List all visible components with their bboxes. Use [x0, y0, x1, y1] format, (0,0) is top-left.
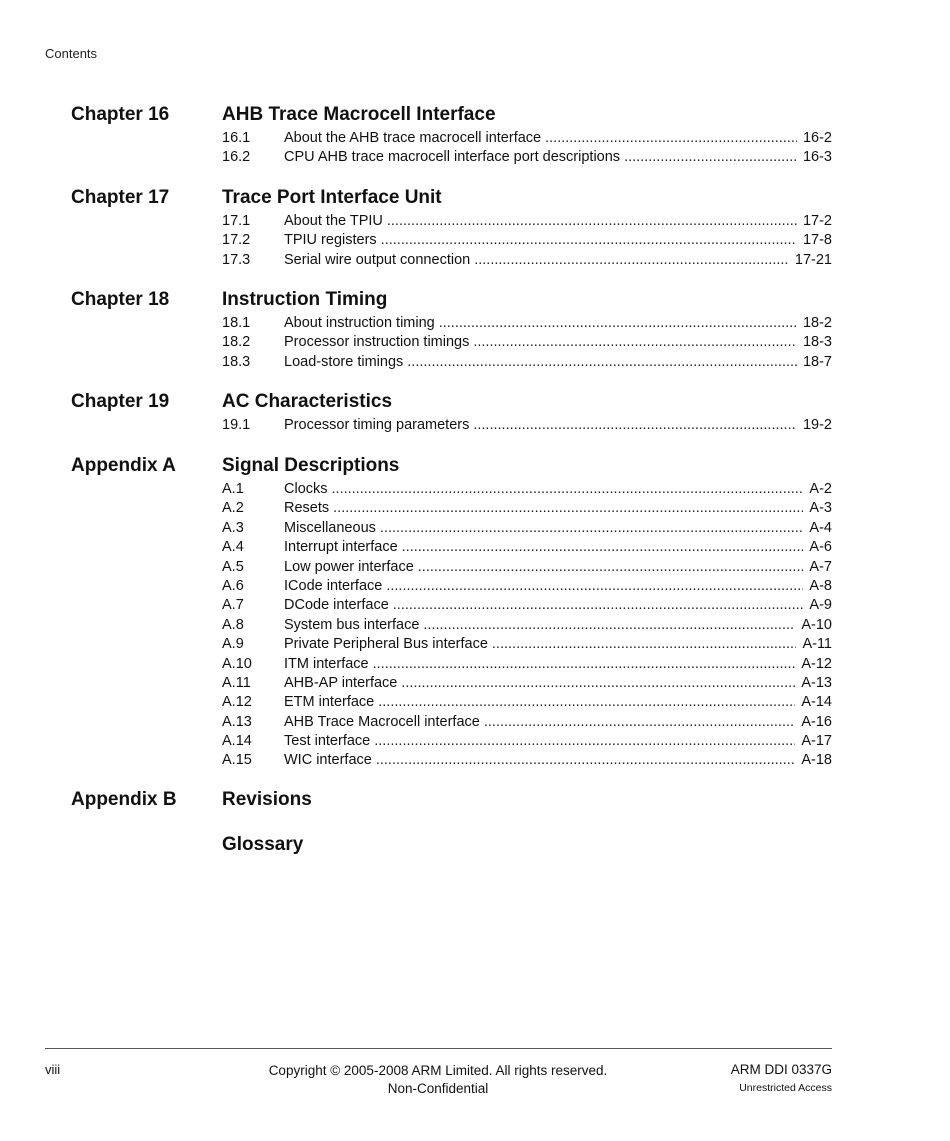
chapter-label: Chapter 17 [71, 187, 170, 208]
entry-title: CPU AHB trace macrocell interface port descriptions [284, 149, 621, 166]
dot-leader [376, 751, 796, 770]
chapter-title[interactable]: Revisions [222, 789, 312, 810]
entry-title: Test interface [284, 733, 371, 750]
toc-entry[interactable] [222, 732, 832, 751]
entry-title: Serial wire output connection [284, 251, 471, 268]
entry-number: A.3 [222, 519, 244, 536]
toc-entry[interactable] [222, 519, 832, 538]
dot-leader [474, 251, 789, 270]
entry-page: 18-3 [802, 334, 832, 351]
chapter-label: Appendix A [71, 455, 176, 476]
chapter-title[interactable]: Instruction Timing [222, 289, 388, 310]
entry-title: About the TPIU [284, 213, 383, 229]
entry-page: 16-3 [802, 149, 832, 166]
toc-entry[interactable] [222, 713, 832, 732]
entry-title: AHB-AP interface [284, 674, 398, 691]
document-id: ARM DDI 0337G [730, 1062, 832, 1077]
entry-number: A.8 [222, 616, 244, 633]
dot-leader [381, 231, 797, 250]
entry-page: A-10 [801, 616, 832, 633]
entry-title: Interrupt interface [284, 539, 398, 556]
entry-page: 16-2 [802, 130, 832, 146]
entry-list [222, 129, 832, 168]
entry-page: A-6 [809, 539, 832, 556]
entry-list [222, 212, 832, 270]
entry-page: A-11 [802, 636, 832, 653]
dot-leader [484, 713, 796, 732]
chapter-title[interactable]: AHB Trace Macrocell Interface [222, 104, 496, 125]
dot-leader [378, 693, 795, 712]
toc-entry[interactable] [222, 416, 832, 435]
entry-title: Load-store timings [284, 353, 404, 370]
entry-number: 18.1 [222, 315, 251, 331]
toc-entry[interactable] [222, 333, 832, 352]
chapter-label: Appendix B [71, 789, 177, 810]
page-number: viii [45, 1062, 61, 1077]
toc-entry[interactable] [222, 596, 832, 615]
entry-title: AHB Trace Macrocell interface [284, 713, 480, 730]
entry-number: 17.3 [222, 251, 251, 268]
entry-number: A.6 [222, 577, 244, 594]
entry-title: ITM interface [284, 655, 369, 672]
entry-title: ICode interface [284, 577, 383, 594]
entry-number: A.10 [222, 655, 252, 672]
entry-title: Processor timing parameters [284, 417, 470, 433]
chapter-label: Chapter 19 [71, 391, 170, 412]
entry-page: A-9 [809, 597, 832, 614]
entry-page: 19-2 [802, 417, 832, 433]
entry-title: Miscellaneous [284, 519, 376, 536]
toc-entry[interactable] [222, 212, 832, 231]
dot-leader [624, 148, 797, 167]
entry-page: A-14 [801, 694, 832, 711]
entry-title: ETM interface [284, 694, 375, 711]
chapter-label: Chapter 16 [71, 104, 170, 125]
entry-page: A-16 [801, 713, 832, 730]
dot-leader [393, 596, 804, 615]
dot-leader [387, 212, 797, 231]
entry-title: About the AHB trace macrocell interface [284, 130, 542, 146]
entry-page: A-8 [809, 577, 832, 594]
entry-page: A-2 [809, 481, 832, 497]
entry-number: A.2 [222, 500, 244, 517]
dot-leader [473, 416, 797, 435]
entry-page: A-7 [809, 558, 832, 575]
entry-number: 17.1 [222, 213, 251, 229]
entry-number: A.12 [222, 694, 252, 711]
toc-entry[interactable] [222, 231, 832, 250]
toc-entry[interactable] [222, 674, 832, 693]
copyright-text: Copyright © 2005-2008 ARM Limited. All rights reserved. [268, 1063, 608, 1078]
toc-entry[interactable] [222, 577, 832, 596]
toc-entry[interactable] [222, 616, 832, 635]
entry-list [222, 314, 832, 372]
dot-leader [332, 480, 804, 499]
entry-page: 17-8 [802, 232, 832, 249]
toc-entry[interactable] [222, 751, 832, 770]
toc-entry[interactable] [222, 314, 832, 333]
dot-leader [380, 519, 804, 538]
entry-page: A-18 [801, 752, 832, 769]
entry-title: WIC interface [284, 752, 372, 769]
entry-number: A.13 [222, 713, 252, 730]
entry-number: 18.2 [222, 334, 251, 351]
entry-number: 18.3 [222, 353, 251, 370]
toc-entry[interactable] [222, 558, 832, 577]
dot-leader [386, 577, 803, 596]
entry-title: TPIU registers [284, 232, 377, 249]
chapter-title[interactable]: Trace Port Interface Unit [222, 187, 442, 208]
entry-number: 16.1 [222, 130, 251, 146]
dot-leader [374, 732, 795, 751]
entry-page: A-4 [809, 519, 832, 536]
entry-number: A.5 [222, 558, 244, 575]
entry-page: A-17 [801, 733, 832, 750]
chapter-label: Chapter 18 [71, 289, 170, 310]
toc-entry[interactable] [222, 655, 832, 674]
dot-leader [373, 655, 796, 674]
toc-entry[interactable] [222, 129, 832, 148]
chapter-title[interactable]: AC Characteristics [222, 391, 393, 412]
entry-number: 19.1 [222, 417, 251, 433]
toc-entry[interactable] [222, 480, 832, 499]
toc-entry[interactable] [222, 148, 832, 167]
access-level: Unrestricted Access [739, 1082, 832, 1094]
entry-page: 17-21 [794, 251, 832, 268]
confidentiality-text: Non-Confidential [387, 1081, 489, 1096]
entry-title: Low power interface [284, 558, 414, 575]
entry-number: 17.2 [222, 232, 251, 249]
dot-leader [418, 558, 804, 577]
entry-number: 16.2 [222, 149, 251, 166]
toc-entry[interactable] [222, 538, 832, 557]
chapter-title[interactable]: Glossary [222, 834, 304, 855]
dot-leader [439, 314, 797, 333]
entry-number: A.1 [222, 481, 244, 497]
entry-page: A-13 [801, 674, 832, 691]
entry-page: 17-2 [802, 213, 832, 229]
dot-leader [423, 616, 795, 635]
entry-page: A-3 [809, 500, 832, 517]
dot-leader [545, 129, 797, 148]
entry-list [222, 416, 832, 435]
dot-leader [492, 635, 797, 654]
entry-title: Processor instruction timings [284, 334, 470, 351]
entry-page: 18-7 [802, 353, 832, 370]
dot-leader [401, 674, 795, 693]
dot-leader [333, 499, 803, 518]
toc-entry[interactable] [222, 499, 832, 518]
entry-page: 18-2 [802, 315, 832, 331]
toc-entry[interactable] [222, 635, 832, 654]
dot-leader [402, 538, 804, 557]
entry-number: A.9 [222, 636, 244, 653]
dot-leader [407, 353, 797, 372]
entry-number: A.4 [222, 539, 244, 556]
toc-entry[interactable] [222, 693, 832, 712]
chapter-title[interactable]: Signal Descriptions [222, 455, 400, 476]
entry-number: A.15 [222, 752, 252, 769]
entry-title: Resets [284, 500, 330, 517]
entry-title: DCode interface [284, 597, 389, 614]
toc-entry[interactable] [222, 353, 832, 372]
entry-title: Private Peripheral Bus interface [284, 636, 488, 653]
footer-divider [45, 1048, 832, 1049]
entry-page: A-12 [801, 655, 832, 672]
running-head: Contents [45, 46, 98, 61]
entry-number: A.11 [222, 674, 251, 691]
entry-list [222, 480, 832, 771]
toc-entry[interactable] [222, 251, 832, 270]
entry-number: A.7 [222, 597, 244, 614]
dot-leader [473, 333, 797, 352]
entry-title: System bus interface [284, 616, 420, 633]
entry-number: A.14 [222, 733, 252, 750]
footer-center [238, 1062, 638, 1098]
entry-title: Clocks [284, 481, 328, 497]
entry-title: About instruction timing [284, 315, 435, 331]
